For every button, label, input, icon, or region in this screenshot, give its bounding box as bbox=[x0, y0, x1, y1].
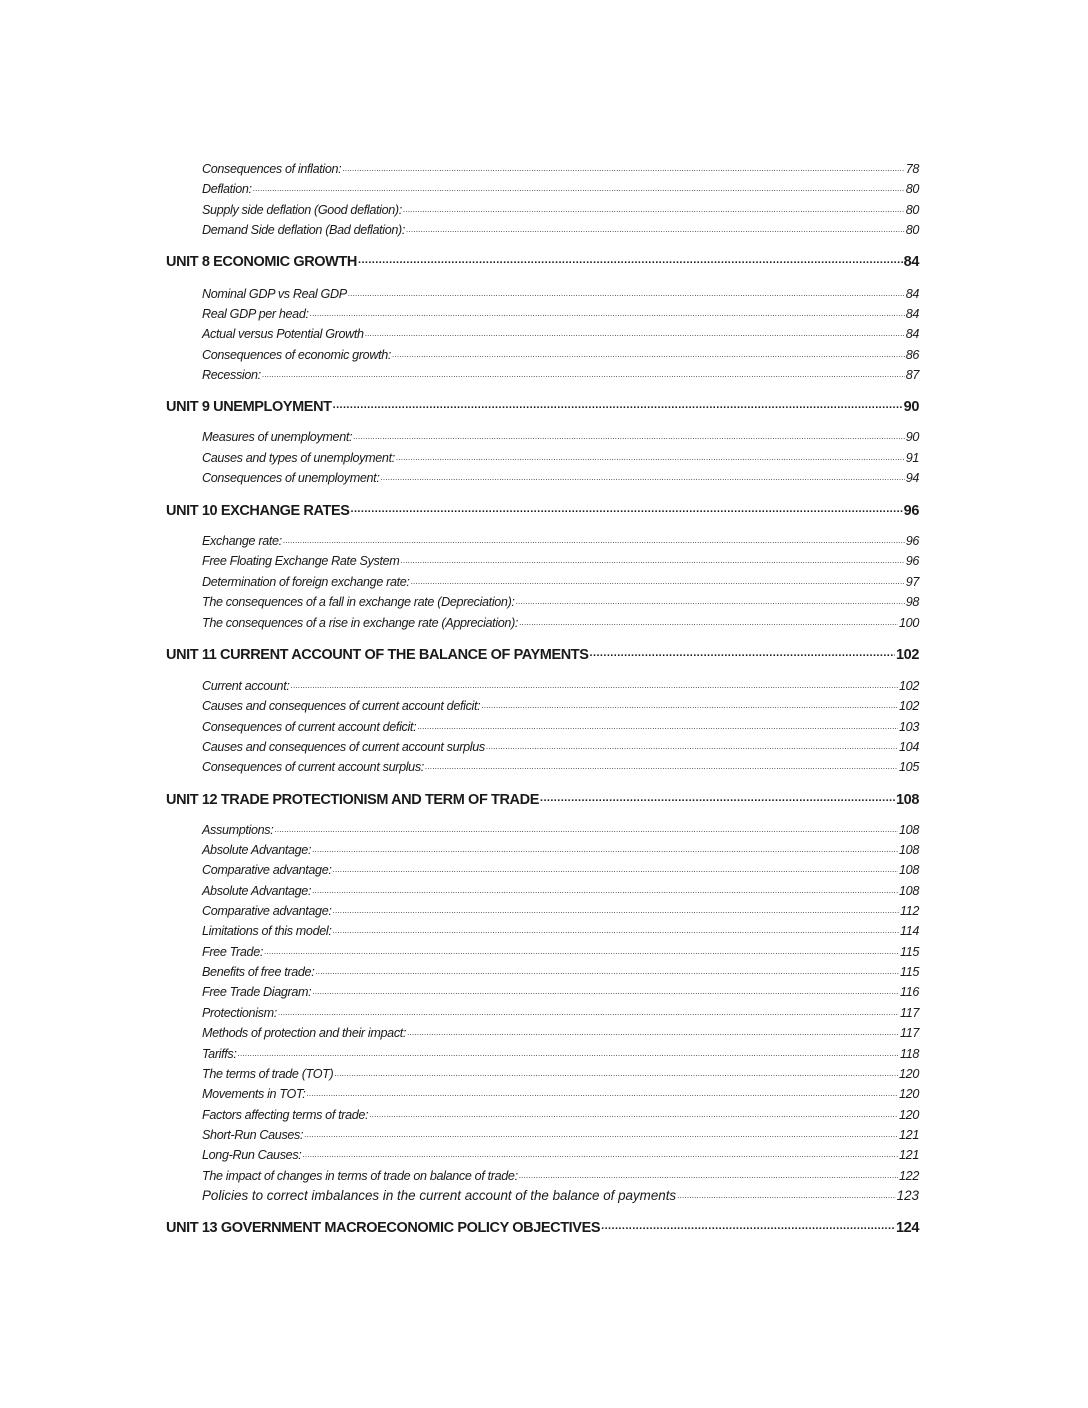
toc-entry-page-number: 102 bbox=[899, 698, 919, 713]
dot-leader bbox=[264, 943, 899, 956]
toc-entry-title: The terms of trade (TOT) bbox=[202, 1066, 334, 1081]
dot-leader bbox=[351, 500, 903, 515]
dot-leader bbox=[358, 251, 903, 266]
toc-sub-entry[interactable] bbox=[202, 160, 919, 176]
toc-entry-page-number: 96 bbox=[905, 553, 919, 568]
toc-entry-title: UNIT 10 EXCHANGE RATES bbox=[166, 502, 350, 519]
toc-sub-entry[interactable] bbox=[202, 449, 919, 465]
dot-leader bbox=[516, 593, 905, 606]
dot-leader bbox=[291, 677, 899, 690]
toc-sub-entry[interactable] bbox=[202, 1126, 919, 1142]
toc-sub-entry[interactable] bbox=[202, 1167, 919, 1183]
toc-entry-page-number: 84 bbox=[905, 306, 919, 321]
toc-entry-page-number: 86 bbox=[905, 347, 919, 362]
toc-entry-page-number: 108 bbox=[899, 883, 919, 898]
dot-leader bbox=[312, 841, 898, 854]
dot-leader bbox=[283, 532, 905, 545]
toc-entry-page-number: 122 bbox=[899, 1168, 919, 1183]
toc-sub-entry[interactable] bbox=[202, 983, 919, 999]
toc-entry-title: Real GDP per head: bbox=[202, 306, 309, 321]
toc-entry-page-number: 90 bbox=[903, 398, 919, 415]
toc-entry-title: Movements in TOT: bbox=[202, 1086, 306, 1101]
dot-leader bbox=[312, 983, 899, 996]
toc-entry-title: Consequences of current account surplus: bbox=[202, 759, 424, 774]
toc-unit-entry[interactable] bbox=[166, 644, 919, 663]
toc-sub-entry[interactable] bbox=[202, 180, 919, 196]
toc-sub-entry[interactable] bbox=[202, 346, 919, 362]
toc-sub-entry[interactable] bbox=[202, 1085, 919, 1101]
toc-entry-title: Current account: bbox=[202, 678, 290, 693]
toc-sub-entry[interactable] bbox=[202, 1106, 919, 1122]
toc-sub-entry[interactable] bbox=[202, 366, 919, 382]
toc-entry-page-number: 91 bbox=[905, 450, 919, 465]
toc-entry-title: Factors affecting terms of trade: bbox=[202, 1107, 369, 1122]
toc-sub-entry[interactable] bbox=[202, 861, 919, 877]
toc-sub-entry[interactable] bbox=[202, 1024, 919, 1040]
dot-leader bbox=[380, 469, 904, 482]
toc-entry-page-number: 120 bbox=[899, 1066, 919, 1081]
toc-sub-entry[interactable] bbox=[202, 593, 919, 609]
toc-entry-title: Comparative advantage: bbox=[202, 862, 332, 877]
toc-entry-page-number: 84 bbox=[905, 326, 919, 341]
toc-sub-entry[interactable] bbox=[202, 552, 919, 568]
dot-leader bbox=[486, 738, 898, 751]
toc-entry-title: The consequences of a rise in exchange rate (Appreciation): bbox=[202, 615, 519, 630]
toc-entry-page-number: 115 bbox=[899, 964, 919, 979]
dot-leader bbox=[333, 396, 903, 411]
toc-entry-page-number: 97 bbox=[905, 574, 919, 589]
dot-leader bbox=[304, 1126, 898, 1139]
dot-leader bbox=[590, 644, 895, 659]
dot-leader bbox=[403, 201, 905, 214]
toc-unit-entry[interactable] bbox=[166, 1217, 919, 1236]
dot-leader bbox=[333, 861, 899, 874]
toc-sub-entry[interactable] bbox=[202, 841, 919, 857]
dot-leader bbox=[540, 789, 895, 804]
toc-sub-entry[interactable] bbox=[202, 469, 919, 485]
toc-entry-page-number: 120 bbox=[899, 1086, 919, 1101]
dot-leader bbox=[310, 305, 905, 318]
toc-sub-entry[interactable] bbox=[202, 738, 919, 754]
toc-entry-page-number: 108 bbox=[899, 862, 919, 877]
dot-leader bbox=[253, 180, 905, 193]
toc-entry-page-number: 96 bbox=[903, 502, 919, 519]
dot-leader bbox=[411, 573, 905, 586]
toc-sub-entry[interactable] bbox=[202, 428, 919, 444]
toc-sub-entry[interactable] bbox=[202, 697, 919, 713]
toc-unit-entry[interactable] bbox=[166, 396, 919, 415]
toc-entry-title: UNIT 11 CURRENT ACCOUNT OF THE BALANCE OF PAYMENTS bbox=[166, 646, 589, 663]
toc-entry-title: Absolute Advantage: bbox=[202, 883, 312, 898]
toc-entry-title: Consequences of economic growth: bbox=[202, 347, 392, 362]
toc-entry-title: Causes and types of unemployment: bbox=[202, 450, 395, 465]
dot-leader bbox=[302, 1146, 898, 1159]
toc-sub-entry[interactable] bbox=[202, 821, 919, 837]
toc-entry-title: Nominal GDP vs Real GDP bbox=[202, 286, 347, 301]
toc-entry-title: Causes and consequences of current account deficit: bbox=[202, 698, 481, 713]
dot-leader bbox=[315, 963, 899, 976]
toc-entry-page-number: 118 bbox=[899, 1046, 919, 1061]
toc-entry-title: Tariffs: bbox=[202, 1046, 237, 1061]
dot-leader bbox=[392, 346, 905, 359]
toc-entry-page-number: 105 bbox=[899, 759, 919, 774]
toc-sub-entry[interactable] bbox=[202, 1004, 919, 1020]
dot-leader bbox=[334, 1065, 898, 1078]
toc-entry-page-number: 117 bbox=[899, 1005, 919, 1020]
toc-entry-title: Causes and consequences of current account surplus bbox=[202, 739, 485, 754]
dot-leader bbox=[601, 1217, 895, 1232]
toc-entry-title: Absolute Advantage: bbox=[202, 842, 312, 857]
toc-entry-page-number: 123 bbox=[896, 1188, 919, 1204]
dot-leader bbox=[342, 160, 904, 173]
toc-entry-page-number: 124 bbox=[896, 1219, 919, 1236]
toc-entry-title: Benefits of free trade: bbox=[202, 964, 315, 979]
toc-entry-title: Recession: bbox=[202, 367, 261, 382]
dot-leader bbox=[353, 428, 905, 441]
dot-leader bbox=[365, 325, 905, 338]
dot-leader bbox=[417, 718, 898, 731]
dot-leader bbox=[369, 1106, 898, 1119]
toc-entry-title: Supply side deflation (Good deflation): bbox=[202, 202, 402, 217]
dot-leader bbox=[312, 882, 898, 895]
toc-sub-entry[interactable] bbox=[202, 1187, 919, 1203]
toc-entry-title: Free Trade: bbox=[202, 944, 264, 959]
dot-leader bbox=[407, 1024, 899, 1037]
toc-sub-entry[interactable] bbox=[202, 1065, 919, 1081]
toc-entry-page-number: 98 bbox=[905, 594, 919, 609]
toc-entry-page-number: 114 bbox=[899, 923, 919, 938]
toc-sub-entry[interactable] bbox=[202, 285, 919, 301]
toc-entry-title: Measures of unemployment: bbox=[202, 429, 353, 444]
toc-sub-entry[interactable] bbox=[202, 902, 919, 918]
dot-leader bbox=[238, 1045, 899, 1058]
toc-sub-entry[interactable] bbox=[202, 718, 919, 734]
toc-entry-title: Policies to correct imbalances in the current account of the balance of payments bbox=[202, 1188, 677, 1204]
dot-leader bbox=[262, 366, 905, 379]
dot-leader bbox=[348, 285, 905, 298]
toc-entry-page-number: 80 bbox=[905, 222, 919, 237]
toc-entry-title: UNIT 12 TRADE PROTECTIONISM AND TERM OF TRADE bbox=[166, 791, 539, 808]
toc-entry-title: The consequences of a fall in exchange rate (Depreciation): bbox=[202, 594, 515, 609]
toc-entry-page-number: 108 bbox=[899, 822, 919, 837]
toc-entry-page-number: 102 bbox=[899, 678, 919, 693]
toc-sub-entry[interactable] bbox=[202, 677, 919, 693]
toc-entry-page-number: 120 bbox=[899, 1107, 919, 1122]
toc-entry-title: Exchange rate: bbox=[202, 533, 282, 548]
toc-entry-title: Free Floating Exchange Rate System bbox=[202, 553, 400, 568]
toc-entry-title: Methods of protection and their impact: bbox=[202, 1025, 407, 1040]
toc-entry-page-number: 100 bbox=[899, 615, 919, 630]
toc-sub-entry[interactable] bbox=[202, 573, 919, 589]
toc-sub-entry[interactable] bbox=[202, 943, 919, 959]
toc-entry-page-number: 108 bbox=[899, 842, 919, 857]
toc-sub-entry[interactable] bbox=[202, 221, 919, 237]
dot-leader bbox=[519, 614, 898, 627]
toc-entry-title: Actual versus Potential Growth bbox=[202, 326, 364, 341]
dot-leader bbox=[274, 821, 898, 834]
toc-entry-title: Protectionism: bbox=[202, 1005, 277, 1020]
toc-entry-page-number: 116 bbox=[899, 984, 919, 999]
dot-leader bbox=[519, 1167, 898, 1180]
toc-sub-entry[interactable] bbox=[202, 758, 919, 774]
toc-entry-page-number: 84 bbox=[905, 286, 919, 301]
toc-entry-title: UNIT 9 UNEMPLOYMENT bbox=[166, 398, 332, 415]
toc-entry-page-number: 102 bbox=[896, 646, 919, 663]
toc-entry-page-number: 78 bbox=[905, 161, 919, 176]
toc-entry-page-number: 112 bbox=[899, 903, 919, 918]
toc-entry-page-number: 117 bbox=[899, 1025, 919, 1040]
toc-sub-entry[interactable] bbox=[202, 963, 919, 979]
toc-entry-title: Limitations of this model: bbox=[202, 923, 332, 938]
toc-entry-title: Deflation: bbox=[202, 181, 252, 196]
toc-entry-title: Comparative advantage: bbox=[202, 903, 332, 918]
toc-sub-entry[interactable] bbox=[202, 882, 919, 898]
dot-leader bbox=[425, 758, 898, 771]
toc-entry-page-number: 96 bbox=[905, 533, 919, 548]
toc-entry-page-number: 94 bbox=[905, 470, 919, 485]
dot-leader bbox=[333, 902, 899, 915]
toc-sub-entry[interactable] bbox=[202, 922, 919, 938]
toc-entry-title: Long-Run Causes: bbox=[202, 1147, 302, 1162]
toc-entry-title: Consequences of unemployment: bbox=[202, 470, 380, 485]
toc-entry-page-number: 104 bbox=[899, 739, 919, 754]
dot-leader bbox=[278, 1004, 899, 1017]
dot-leader bbox=[677, 1187, 896, 1200]
toc-entry-title: Consequences of current account deficit: bbox=[202, 719, 417, 734]
toc-entry-page-number: 87 bbox=[905, 367, 919, 382]
toc-sub-entry[interactable] bbox=[202, 532, 919, 548]
dot-leader bbox=[406, 221, 905, 234]
toc-sub-entry[interactable] bbox=[202, 614, 919, 630]
toc-entry-page-number: 103 bbox=[899, 719, 919, 734]
toc-entry-title: Free Trade Diagram: bbox=[202, 984, 312, 999]
toc-entry-page-number: 84 bbox=[903, 253, 919, 270]
dot-leader bbox=[400, 552, 904, 565]
toc-entry-title: Consequences of inflation: bbox=[202, 161, 342, 176]
toc-entry-title: Short-Run Causes: bbox=[202, 1127, 304, 1142]
toc-unit-entry[interactable] bbox=[166, 251, 919, 270]
toc-entry-title: Assumptions: bbox=[202, 822, 274, 837]
toc-sub-entry[interactable] bbox=[202, 325, 919, 341]
toc-entry-page-number: 90 bbox=[905, 429, 919, 444]
toc-entry-page-number: 80 bbox=[905, 181, 919, 196]
toc-entry-page-number: 121 bbox=[899, 1127, 919, 1142]
toc-entry-title: Determination of foreign exchange rate: bbox=[202, 574, 410, 589]
dot-leader bbox=[481, 697, 898, 710]
toc-unit-entry[interactable] bbox=[166, 500, 919, 519]
toc-sub-entry[interactable] bbox=[202, 201, 919, 217]
toc-entry-title: Demand Side deflation (Bad deflation): bbox=[202, 222, 406, 237]
dot-leader bbox=[333, 922, 899, 935]
toc-entry-title: The impact of changes in terms of trade on balance of trade: bbox=[202, 1168, 518, 1183]
toc-sub-entry[interactable] bbox=[202, 1146, 919, 1162]
toc-unit-entry[interactable] bbox=[166, 789, 919, 808]
toc-sub-entry[interactable] bbox=[202, 305, 919, 321]
dot-leader bbox=[306, 1085, 898, 1098]
toc-sub-entry[interactable] bbox=[202, 1045, 919, 1061]
toc-entry-page-number: 115 bbox=[899, 944, 919, 959]
toc-entry-page-number: 108 bbox=[896, 791, 919, 808]
toc-entry-page-number: 80 bbox=[905, 202, 919, 217]
toc-entry-page-number: 121 bbox=[899, 1147, 919, 1162]
toc-entry-title: UNIT 13 GOVERNMENT MACROECONOMIC POLICY OBJECTIVES bbox=[166, 1219, 601, 1236]
toc-entry-title: UNIT 8 ECONOMIC GROWTH bbox=[166, 253, 357, 270]
dot-leader bbox=[396, 449, 905, 462]
